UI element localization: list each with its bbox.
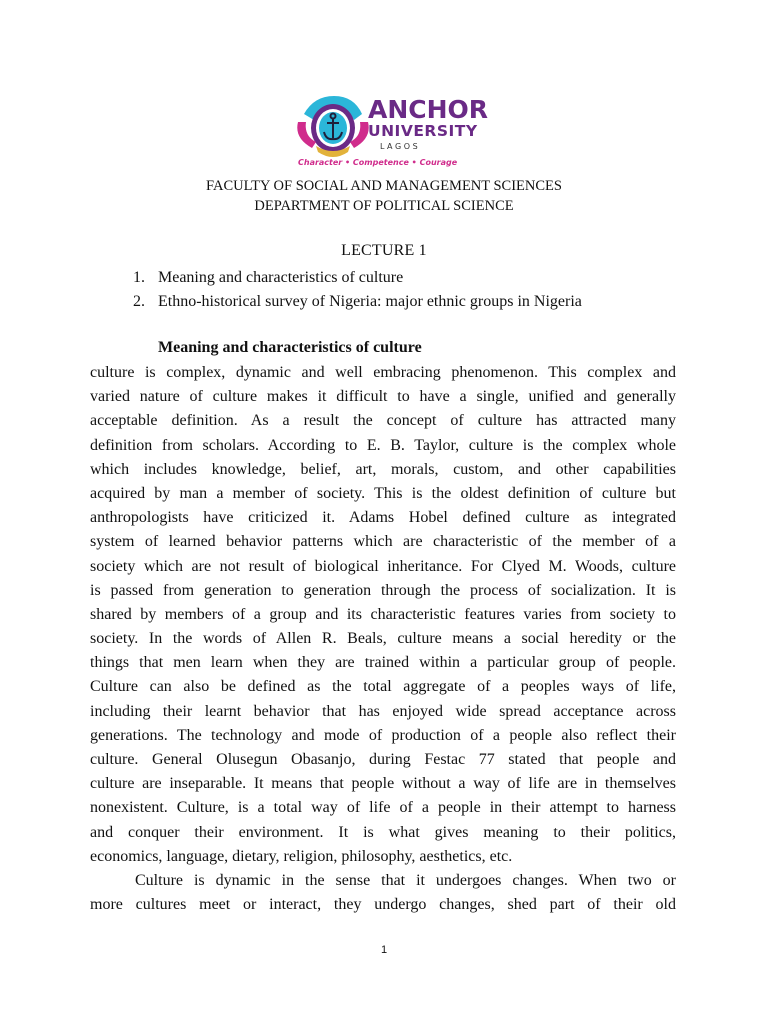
topic-text: Ethno-historical survey of Nigeria: major ethnic groups in Nigeria [158,293,582,310]
logo-name-2: UNIVERSITY [368,122,478,140]
university-logo [296,92,489,170]
body-line: anthropologists have criticized it. Adams Hobel defined culture as integrated [90,509,676,527]
body-line: is passed from generation to generation through the process of socialization. It is [90,581,676,599]
lecture-title: LECTURE 1 [341,242,427,259]
body-line: varied nature of culture makes it difficult to have a single, unified and generally [90,388,676,406]
logo-name: ANCHOR [368,95,489,124]
department-name: DEPARTMENT OF POLITICAL SCIENCE [254,198,514,214]
body-line: society which are not result of biological inheritance. For Clyed M. Woods, culture [90,557,676,575]
body-line: nonexistent. Culture, is a total way of life of a people in their attempt to harness [90,799,676,817]
body-line: economics, language, dietary, religion, philosophy, aesthetics, etc. [90,847,513,865]
body-line: generations. The technology and mode of production of a people also reflect their [90,726,676,744]
body-line: acceptable definition. As a result the concept of culture has attracted many [90,412,676,430]
topic-number: 2. [133,293,145,310]
lecture-topics-list [133,266,582,314]
body-line: including their learnt behavior that has enjoyed wide spread acceptance across [90,702,676,720]
topic-text: Meaning and characteristics of culture [158,269,404,286]
body-line: and conquer their environment. It is what gives meaning to their politics, [90,823,676,841]
body-line: culture. General Olusegun Obasanjo, during Festac 77 stated that people and [90,751,676,768]
section-heading: Meaning and characteristics of culture [158,339,422,356]
body-line: which includes knowledge, belief, art, morals, custom, and other capabilities [90,460,676,478]
body-line: Culture is dynamic in the sense that it undergoes changes. When two or [135,871,676,889]
body-line: system of learned behavior patterns which are characteristic of the member of a [90,533,676,551]
body-line: society. In the words of Allen R. Beals, culture means a social heredity or the [90,630,676,648]
body-line: Culture can also be defined as the total aggregate of a peoples ways of life, [90,678,676,696]
topic-item [133,290,582,314]
body-line: more cultures meet or interact, they undergo changes, shed part of their old [90,896,676,914]
body-paragraphs [90,361,676,917]
logo-motto: Character • Competence • Courage [298,158,458,167]
body-line: culture are inseparable. It means that people without a way of life are in themselves [90,775,676,793]
crest-emblem [297,96,368,157]
body-line: shared by members of a group and its characteristic features varies from society to [90,605,676,623]
logo-city: L A G O S [380,142,418,151]
topic-item [133,266,582,290]
topic-number: 1. [133,269,145,286]
page-number: 1 [380,944,388,956]
body-line: definition from scholars. According to E. B. Taylor, culture is the complex whole [90,436,676,454]
body-line: things that men learn when they are trained within a particular group of people. [90,654,676,672]
body-line: culture is complex, dynamic and well embracing phenomenon. This complex and [90,364,676,381]
body-line: acquired by man a member of society. This is the oldest definition of culture but [90,484,676,502]
anchor-university-crest [296,92,489,170]
faculty-name: FACULTY OF SOCIAL AND MANAGEMENT SCIENCES [206,178,562,194]
